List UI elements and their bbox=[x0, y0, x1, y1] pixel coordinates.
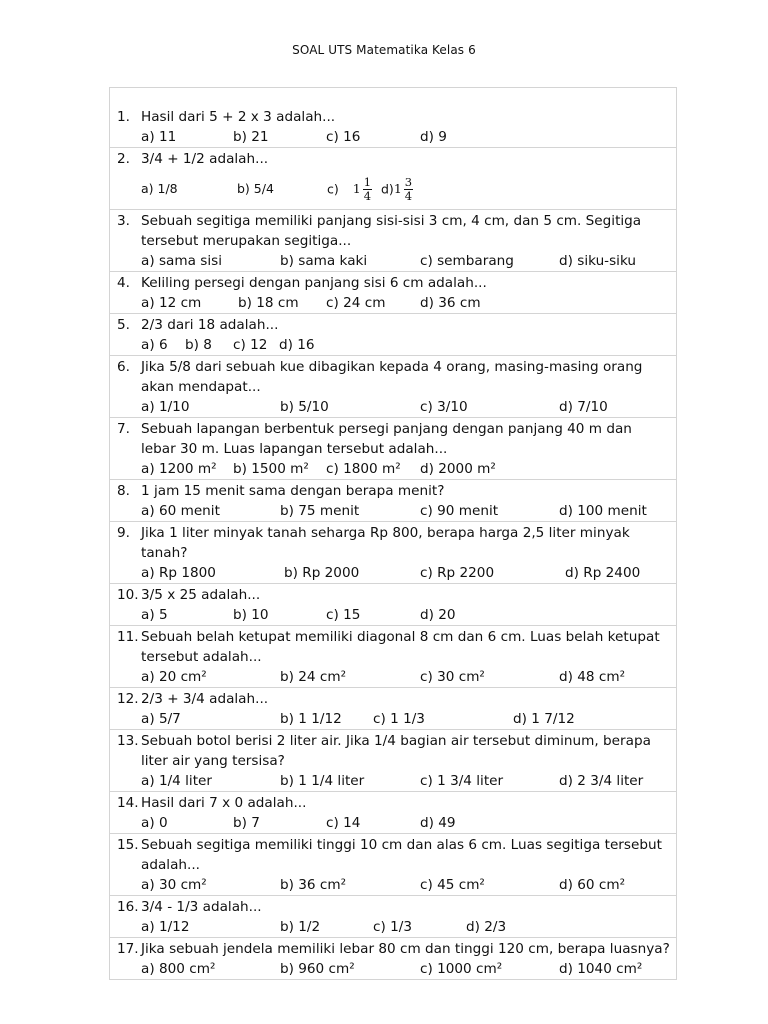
option-label: a) 30 cm² bbox=[141, 877, 207, 893]
option-label: c) 12 bbox=[233, 337, 268, 353]
answer-options bbox=[141, 501, 670, 521]
fraction bbox=[404, 176, 413, 203]
option-c bbox=[420, 563, 565, 583]
option-b bbox=[280, 959, 420, 979]
answer-options bbox=[141, 709, 670, 729]
question-row bbox=[110, 521, 676, 583]
option-label: a) 60 menit bbox=[141, 503, 220, 519]
option-c bbox=[420, 875, 559, 895]
question-text: Jika 1 liter minyak tanah seharga Rp 800, berapa harga 2,5 liter minyak tanah? bbox=[141, 525, 630, 561]
option-a bbox=[141, 335, 185, 355]
question-stem bbox=[117, 481, 670, 501]
option-a bbox=[141, 667, 280, 687]
option-label: d) 1 7/12 bbox=[513, 711, 575, 727]
option-d bbox=[513, 709, 575, 729]
question-number: 16. bbox=[117, 899, 139, 915]
question-stem bbox=[117, 315, 670, 335]
option-a bbox=[141, 459, 233, 479]
question-text: 2/3 dari 18 adalah... bbox=[141, 317, 279, 333]
question-row bbox=[110, 147, 676, 209]
option-label: d) 100 menit bbox=[559, 503, 647, 519]
option-c bbox=[373, 709, 513, 729]
answer-options bbox=[141, 127, 670, 147]
option-c bbox=[420, 771, 559, 791]
option-a bbox=[141, 179, 237, 199]
option-label: b) 75 menit bbox=[280, 503, 360, 519]
question-number: 3. bbox=[117, 213, 130, 229]
question-list bbox=[110, 106, 676, 979]
option-a bbox=[141, 251, 280, 271]
question-row bbox=[110, 583, 676, 625]
option-d bbox=[559, 667, 625, 687]
option-label: a) 11 bbox=[141, 129, 177, 145]
option-label: c) Rp 2200 bbox=[420, 565, 495, 581]
question-row bbox=[110, 687, 676, 729]
option-label: a) 1/10 bbox=[141, 399, 190, 415]
question-row bbox=[110, 417, 676, 479]
question-stem bbox=[117, 793, 670, 813]
question-text: Jika sebuah jendela memiliki lebar 80 cm dan tinggi 120 cm, berapa luasnya? bbox=[141, 941, 670, 957]
question-stem bbox=[117, 627, 670, 667]
option-label: c) 1/3 bbox=[373, 919, 412, 935]
question-number: 6. bbox=[117, 359, 130, 375]
option-label: b) sama kaki bbox=[280, 253, 368, 269]
option-a bbox=[141, 771, 280, 791]
question-text: Sebuah belah ketupat memiliki diagonal 8 cm dan 6 cm. Luas belah ketupat tersebut adalah... bbox=[141, 629, 660, 665]
question-text: Hasil dari 5 + 2 x 3 adalah... bbox=[141, 109, 336, 125]
option-label: c) 30 cm² bbox=[420, 669, 485, 685]
option-label: b) 7 bbox=[233, 815, 260, 831]
option-label: d) 60 cm² bbox=[559, 877, 626, 893]
fraction-denominator: 4 bbox=[404, 188, 413, 203]
option-a bbox=[141, 397, 280, 417]
question-text: Sebuah segitiga memiliki tinggi 10 cm dan alas 6 cm. Luas segitiga tersebut adalah... bbox=[141, 837, 662, 873]
option-b bbox=[280, 709, 373, 729]
option-label: a) 1/12 bbox=[141, 919, 190, 935]
option-label: b) 1500 m² bbox=[233, 461, 309, 477]
option-c bbox=[233, 335, 279, 355]
option-d bbox=[565, 563, 640, 583]
mixed-fraction bbox=[394, 176, 413, 203]
answer-options bbox=[141, 667, 670, 687]
question-row bbox=[110, 271, 676, 313]
option-b bbox=[233, 127, 326, 147]
question-number: 15. bbox=[117, 837, 139, 853]
option-a bbox=[141, 501, 280, 521]
option-d bbox=[381, 176, 413, 203]
option-label: b) 1 1/4 liter bbox=[280, 773, 365, 789]
question-number: 9. bbox=[117, 525, 130, 541]
fraction-whole: 1 bbox=[393, 181, 402, 196]
option-a bbox=[141, 127, 233, 147]
option-c bbox=[420, 251, 559, 271]
option-d bbox=[420, 127, 447, 147]
option-label: d) 9 bbox=[420, 129, 447, 145]
answer-options bbox=[141, 771, 670, 791]
option-b bbox=[284, 563, 420, 583]
option-b bbox=[280, 917, 373, 937]
option-label: c) sembarang bbox=[420, 253, 514, 269]
option-d bbox=[559, 959, 642, 979]
option-label: b) 10 bbox=[233, 607, 269, 623]
question-stem bbox=[117, 939, 670, 959]
question-row bbox=[110, 625, 676, 687]
option-label: a) 1/8 bbox=[141, 181, 178, 196]
option-d bbox=[559, 771, 643, 791]
question-row bbox=[110, 895, 676, 937]
option-b bbox=[280, 771, 420, 791]
blank-row bbox=[110, 88, 676, 106]
option-b bbox=[233, 605, 326, 625]
question-number: 5. bbox=[117, 317, 130, 333]
answer-options bbox=[141, 459, 670, 479]
option-c bbox=[420, 501, 559, 521]
question-stem bbox=[117, 211, 670, 251]
answer-options bbox=[141, 251, 670, 271]
option-label: b) 18 cm bbox=[238, 295, 299, 311]
option-label: a) 12 cm bbox=[141, 295, 202, 311]
question-stem bbox=[117, 731, 670, 771]
option-label: d) bbox=[381, 181, 394, 196]
option-a bbox=[141, 917, 280, 937]
answer-options bbox=[141, 875, 670, 895]
fraction bbox=[363, 176, 372, 203]
question-table bbox=[109, 87, 677, 980]
option-label: c) 3/10 bbox=[420, 399, 468, 415]
option-c bbox=[420, 667, 559, 687]
option-label: d) 2 3/4 liter bbox=[559, 773, 644, 789]
question-number: 12. bbox=[117, 691, 139, 707]
option-c bbox=[373, 917, 466, 937]
option-label: d) 7/10 bbox=[559, 399, 608, 415]
option-c bbox=[326, 605, 420, 625]
option-label: c) 15 bbox=[326, 607, 361, 623]
fraction-whole: 1 bbox=[352, 181, 361, 196]
question-number: 17. bbox=[117, 941, 139, 957]
question-text: 3/5 x 25 adalah... bbox=[141, 587, 261, 603]
answer-options bbox=[141, 813, 670, 833]
option-label: b) 36 cm² bbox=[280, 877, 347, 893]
option-label: a) 5/7 bbox=[141, 711, 181, 727]
option-b bbox=[233, 459, 326, 479]
question-row bbox=[110, 209, 676, 271]
option-label: d) 36 cm bbox=[420, 295, 481, 311]
option-label: d) 49 bbox=[420, 815, 456, 831]
question-text: 3/4 - 1/3 adalah... bbox=[141, 899, 262, 915]
question-row bbox=[110, 355, 676, 417]
question-text: Jika 5/8 dari sebuah kue dibagikan kepada 4 orang, masing-masing orang akan mendapat... bbox=[141, 359, 643, 395]
option-d bbox=[559, 397, 608, 417]
answer-options bbox=[141, 959, 670, 979]
option-d bbox=[420, 293, 481, 313]
question-stem bbox=[117, 585, 670, 605]
option-label: b) 1/2 bbox=[280, 919, 321, 935]
option-label: c) 24 cm bbox=[326, 295, 386, 311]
answer-options bbox=[141, 335, 670, 355]
question-row bbox=[110, 833, 676, 895]
option-c bbox=[326, 293, 420, 313]
fraction-numerator: 1 bbox=[363, 174, 372, 189]
question-number: 4. bbox=[117, 275, 130, 291]
option-label: a) 800 cm² bbox=[141, 961, 216, 977]
option-label: b) 8 bbox=[185, 337, 212, 353]
option-label: c) 90 menit bbox=[420, 503, 499, 519]
question-number: 8. bbox=[117, 483, 130, 499]
question-text: Keliling persegi dengan panjang sisi 6 cm adalah... bbox=[141, 275, 487, 291]
fraction-denominator: 4 bbox=[363, 188, 372, 203]
option-b bbox=[233, 813, 326, 833]
question-row bbox=[110, 106, 676, 147]
option-label: a) 6 bbox=[141, 337, 168, 353]
question-stem bbox=[117, 357, 670, 397]
answer-options bbox=[141, 563, 670, 583]
question-number: 2. bbox=[117, 151, 130, 167]
question-stem bbox=[117, 419, 670, 459]
option-label: a) Rp 1800 bbox=[141, 565, 216, 581]
option-d bbox=[559, 251, 636, 271]
option-a bbox=[141, 293, 238, 313]
option-b bbox=[185, 335, 233, 355]
option-label: d) siku-siku bbox=[559, 253, 637, 269]
option-a bbox=[141, 563, 284, 583]
answer-options bbox=[141, 293, 670, 313]
question-text: Sebuah lapangan berbentuk persegi panjang dengan panjang 40 m dan lebar 30 m. Luas lapangan tersebut adalah... bbox=[141, 421, 632, 457]
answer-options bbox=[141, 605, 670, 625]
option-label: c) 45 cm² bbox=[420, 877, 485, 893]
option-d bbox=[420, 605, 456, 625]
question-number: 7. bbox=[117, 421, 130, 437]
question-text: Sebuah botol berisi 2 liter air. Jika 1/4 bagian air tersebut diminum, berapa liter air yang tersisa? bbox=[141, 733, 651, 769]
option-d bbox=[420, 459, 496, 479]
question-text: Sebuah segitiga memiliki panjang sisi-sisi 3 cm, 4 cm, dan 5 cm. Segitiga tersebut merupakan segitiga... bbox=[141, 213, 642, 249]
option-label: b) 1 1/12 bbox=[280, 711, 342, 727]
option-label: d) 16 bbox=[279, 337, 315, 353]
option-c bbox=[420, 959, 559, 979]
question-stem bbox=[117, 689, 670, 709]
question-text: 2/3 + 3/4 adalah... bbox=[141, 691, 269, 707]
option-label: b) 24 cm² bbox=[280, 669, 347, 685]
option-a bbox=[141, 709, 280, 729]
option-label: b) 5/10 bbox=[280, 399, 329, 415]
option-b bbox=[280, 501, 420, 521]
question-stem bbox=[117, 897, 670, 917]
option-label: c) 16 bbox=[326, 129, 361, 145]
fraction-numerator: 3 bbox=[404, 174, 413, 189]
option-label: b) 5/4 bbox=[237, 181, 274, 196]
option-label: d) Rp 2400 bbox=[565, 565, 641, 581]
question-number: 11. bbox=[117, 629, 139, 645]
answer-options bbox=[141, 917, 670, 937]
option-c bbox=[326, 127, 420, 147]
question-row bbox=[110, 791, 676, 833]
option-b bbox=[280, 251, 420, 271]
question-number: 10. bbox=[117, 587, 139, 603]
question-text: 1 jam 15 menit sama dengan berapa menit? bbox=[141, 483, 445, 499]
option-c bbox=[326, 813, 420, 833]
option-label: d) 2000 m² bbox=[420, 461, 496, 477]
option-label: c) 14 bbox=[326, 815, 361, 831]
option-b bbox=[238, 293, 326, 313]
option-label: a) sama sisi bbox=[141, 253, 222, 269]
option-b bbox=[280, 397, 420, 417]
option-d bbox=[420, 813, 456, 833]
option-label: b) Rp 2000 bbox=[284, 565, 360, 581]
question-stem bbox=[117, 523, 670, 563]
option-label: c) 1 1/3 bbox=[373, 711, 425, 727]
question-text: 3/4 + 1/2 adalah... bbox=[141, 151, 269, 167]
option-label: c) bbox=[327, 181, 339, 196]
option-a bbox=[141, 959, 280, 979]
question-number: 1. bbox=[117, 109, 130, 125]
option-a bbox=[141, 813, 233, 833]
question-row bbox=[110, 479, 676, 521]
option-b bbox=[280, 875, 420, 895]
option-label: d) 1040 cm² bbox=[559, 961, 643, 977]
option-d bbox=[559, 501, 647, 521]
option-label: b) 960 cm² bbox=[280, 961, 355, 977]
option-label: c) 1800 m² bbox=[326, 461, 401, 477]
question-row bbox=[110, 937, 676, 979]
option-d bbox=[559, 875, 625, 895]
option-label: a) 1200 m² bbox=[141, 461, 217, 477]
option-c bbox=[326, 459, 420, 479]
option-a bbox=[141, 605, 233, 625]
question-stem bbox=[117, 273, 670, 293]
answer-options bbox=[141, 169, 670, 209]
question-number: 14. bbox=[117, 795, 139, 811]
option-c bbox=[327, 176, 381, 203]
question-text: Hasil dari 7 x 0 adalah... bbox=[141, 795, 307, 811]
option-label: d) 20 bbox=[420, 607, 456, 623]
option-a bbox=[141, 875, 280, 895]
answer-options bbox=[141, 397, 670, 417]
document-title: SOAL UTS Matematika Kelas 6 bbox=[292, 43, 476, 57]
option-label: d) 48 cm² bbox=[559, 669, 626, 685]
option-label: a) 5 bbox=[141, 607, 168, 623]
option-label: a) 0 bbox=[141, 815, 168, 831]
option-label: a) 20 cm² bbox=[141, 669, 207, 685]
option-label: a) 1/4 liter bbox=[141, 773, 212, 789]
option-c bbox=[420, 397, 559, 417]
option-label: d) 2/3 bbox=[466, 919, 507, 935]
question-number: 13. bbox=[117, 733, 139, 749]
option-b bbox=[237, 179, 327, 199]
question-row bbox=[110, 729, 676, 791]
option-d bbox=[279, 335, 315, 355]
option-label: c) 1000 cm² bbox=[420, 961, 503, 977]
question-row bbox=[110, 313, 676, 355]
option-d bbox=[466, 917, 506, 937]
option-label: b) 21 bbox=[233, 129, 269, 145]
question-stem bbox=[117, 149, 670, 169]
option-b bbox=[280, 667, 420, 687]
question-stem bbox=[117, 835, 670, 875]
mixed-fraction bbox=[353, 176, 372, 203]
option-label: c) 1 3/4 liter bbox=[420, 773, 504, 789]
question-stem bbox=[117, 107, 670, 127]
